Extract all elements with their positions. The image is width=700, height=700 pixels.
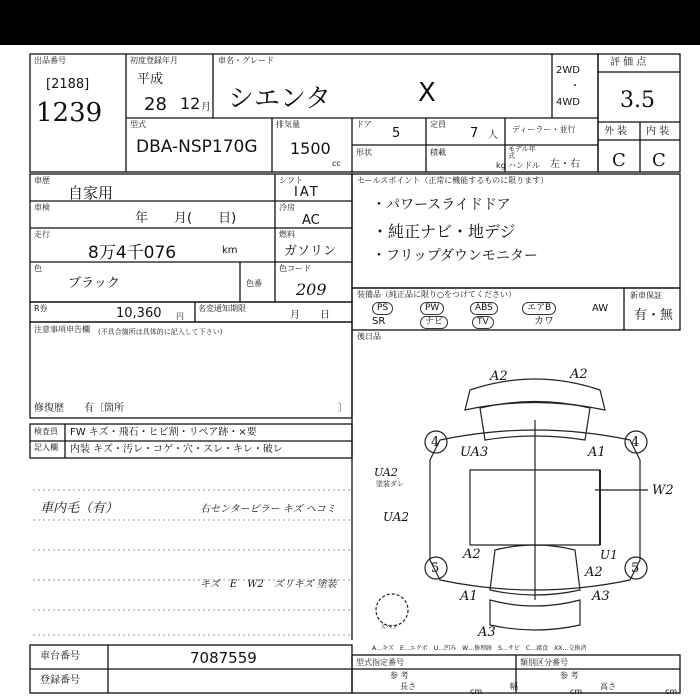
mark-a3-2: A3 bbox=[478, 625, 496, 640]
exterior-grade: C bbox=[612, 150, 626, 171]
new-warranty-label: 新車保証 bbox=[630, 291, 662, 300]
usage-label: 車歴 bbox=[34, 176, 50, 185]
equip-sr: SR bbox=[372, 316, 386, 327]
mark-5-left: 5 bbox=[431, 561, 440, 576]
hand-line2: 右センターピラー キズ ヘコミ bbox=[200, 504, 336, 515]
inspection-value: 年 月( 日) bbox=[135, 211, 237, 226]
length-unit: cm bbox=[470, 687, 483, 696]
score-label: 評 価 点 bbox=[610, 57, 647, 68]
interior-grade: C bbox=[652, 150, 666, 171]
ref-label-2: 参 考 bbox=[560, 671, 579, 680]
drive-dot: ・ bbox=[570, 81, 580, 92]
dealer-label: ディーラー・並行 bbox=[512, 125, 576, 134]
equip-airbag: エアB bbox=[522, 302, 556, 315]
type-designation-label: 型式指定番号 bbox=[356, 658, 404, 667]
mark-a2-2: A2 bbox=[570, 367, 588, 382]
equip-abs: ABS bbox=[470, 302, 498, 315]
model-year-label: モデル年式 bbox=[508, 145, 536, 160]
month-unit: 月 bbox=[201, 102, 211, 113]
drive-4wd: 4WD bbox=[556, 97, 580, 108]
sales-item-3: ・フリップダウンモニター bbox=[372, 248, 538, 264]
load-unit: kg bbox=[496, 161, 506, 170]
recycle-label: R券 bbox=[34, 304, 48, 313]
lot-number: 1239 bbox=[36, 98, 103, 128]
mark-a1-2: A1 bbox=[460, 589, 478, 604]
inspector-label-1: 検査員 bbox=[34, 427, 58, 436]
mark-w2: W2 bbox=[652, 483, 674, 498]
shape-label: 形状 bbox=[356, 148, 372, 157]
sub-note: 塗装ダレ bbox=[376, 480, 404, 488]
color-code-label: 色コード bbox=[279, 264, 311, 273]
mileage-unit: km bbox=[222, 245, 238, 256]
mark-ua2-1: UA2 bbox=[374, 466, 398, 479]
new-warranty-value: 有・無 bbox=[634, 308, 674, 323]
type-value: DBA-NSP170G bbox=[136, 137, 258, 157]
mark-a2-1: A2 bbox=[490, 369, 508, 384]
recycle-value: 10,360 bbox=[116, 306, 162, 321]
ac-label: 冷房 bbox=[279, 203, 295, 212]
recycle-unit: 円 bbox=[176, 312, 184, 321]
shift-label: シフト bbox=[279, 176, 303, 185]
lot-sub: [2188] bbox=[46, 77, 90, 92]
height-label: 高さ bbox=[600, 682, 616, 691]
exterior-label: 外 装 bbox=[604, 126, 628, 137]
handle-label: ハンドル bbox=[508, 161, 540, 170]
equip-leather: カワ bbox=[534, 316, 554, 327]
lot-label: 出品番号 bbox=[34, 56, 66, 65]
mark-5-right: 5 bbox=[631, 561, 640, 576]
fuel-label: 燃料 bbox=[279, 230, 295, 239]
chassis-label: 車台番号 bbox=[40, 651, 80, 662]
inspection-label: 車検 bbox=[34, 203, 50, 212]
usage-value: 自家用 bbox=[68, 184, 114, 202]
inspector-row2: 内装 キズ・汚レ・コゲ・穴・スレ・キレ・破レ bbox=[70, 444, 283, 455]
ref-label-1: 参 考 bbox=[390, 671, 409, 680]
mark-u1: U1 bbox=[600, 548, 618, 562]
sales-item-1: ・パワースライドドア bbox=[372, 197, 511, 213]
damage-legend: A…キズ E…エクボ U…凹み W…修理跡 S…サビ C…腐食 XX…交換済 bbox=[372, 645, 587, 652]
spare-label: スペア bbox=[380, 624, 399, 631]
class-number-label: 類別区分番号 bbox=[520, 658, 568, 667]
score-value: 3.5 bbox=[620, 88, 655, 113]
seat-unit: 人 bbox=[488, 130, 498, 141]
mark-4-left: 4 bbox=[431, 435, 440, 450]
equip-ps: PS bbox=[372, 302, 393, 315]
mark-ua3: UA3 bbox=[460, 445, 489, 460]
color-value: ブラック bbox=[68, 276, 120, 291]
chassis-value: 7087559 bbox=[190, 649, 257, 667]
equip-navi: ナビ bbox=[420, 316, 448, 329]
after-label: 後日品 bbox=[357, 332, 381, 341]
mark-a2-4: A2 bbox=[585, 565, 603, 580]
seat-value: 7 bbox=[470, 126, 479, 141]
disp-value: 1500 bbox=[290, 139, 331, 158]
inspector-label-2: 記入欄 bbox=[34, 443, 58, 452]
sales-item-2: ・純正ナビ・地デジ bbox=[372, 222, 516, 241]
length-label: 長さ bbox=[400, 682, 416, 691]
door-value: 5 bbox=[392, 126, 401, 141]
equip-pw: PW bbox=[420, 302, 444, 315]
mark-4-right: 4 bbox=[631, 435, 640, 450]
equip-aw: AW bbox=[592, 303, 609, 314]
disp-label: 排気量 bbox=[276, 120, 300, 129]
sales-label: セールスポイント（正常に機能するものに限ります） bbox=[357, 176, 549, 185]
repair-close: 〕 bbox=[338, 403, 348, 414]
width-label: 幅 bbox=[510, 682, 518, 691]
repair-value: 有〔箇所 bbox=[84, 403, 124, 414]
handle-value: 左・右 bbox=[550, 159, 580, 170]
hand-line3: キズ E W2 ズリキズ 塗装 bbox=[200, 579, 337, 590]
hand-line1: 車内毛（有） bbox=[40, 501, 119, 516]
color-no-label: 色番 bbox=[246, 279, 262, 288]
grade: X bbox=[418, 78, 436, 108]
car-name: シエンタ bbox=[228, 84, 331, 114]
notice-value: 月 日 bbox=[290, 310, 330, 321]
disp-unit: cc bbox=[332, 159, 341, 168]
color-code-value: 209 bbox=[296, 280, 327, 299]
declare-sub: (不具合箇所は具体的に記入して下さい) bbox=[98, 328, 223, 336]
mark-ua2-2: UA2 bbox=[383, 510, 410, 524]
drive-2wd: 2WD bbox=[556, 65, 580, 76]
inspector-row1: FW キズ・飛石・ヒビ割・リペア跡・×要 bbox=[70, 427, 257, 438]
reg-month: 12 bbox=[180, 94, 201, 113]
load-label: 積載 bbox=[430, 148, 446, 157]
width-unit: cm bbox=[570, 687, 583, 696]
fuel-value: ガソリン bbox=[284, 244, 337, 259]
type-label: 型式 bbox=[130, 120, 146, 129]
ac-value: AC bbox=[302, 213, 320, 228]
height-unit: cm bbox=[665, 687, 678, 696]
seat-label: 定員 bbox=[430, 120, 446, 129]
registration-label: 登録番号 bbox=[40, 675, 80, 686]
model-label: 車名・グレード bbox=[218, 56, 274, 65]
shift-value: IAT bbox=[294, 185, 320, 200]
repair-label: 修復歴 bbox=[34, 403, 64, 414]
mark-a3-1: A3 bbox=[592, 589, 610, 604]
mileage-label: 走行 bbox=[34, 230, 50, 239]
declare-label: 注意事項申告欄 bbox=[34, 325, 90, 334]
equip-tv: TV bbox=[472, 316, 494, 329]
era: 平成 bbox=[137, 72, 164, 87]
mark-a2-3: A2 bbox=[463, 547, 481, 562]
mileage-value: 8万4千076 bbox=[88, 243, 177, 263]
notice-label: 名変通知期限 bbox=[198, 304, 246, 313]
color-label: 色 bbox=[34, 264, 42, 273]
reg-year: 28 bbox=[144, 94, 167, 115]
first-reg-label: 初度登録年月 bbox=[130, 56, 178, 65]
equipment-label: 装備品（純正品に限り○をつけてください） bbox=[357, 290, 516, 299]
interior-label: 内 装 bbox=[646, 126, 670, 137]
mark-a1-1: A1 bbox=[588, 445, 606, 460]
door-label: ドア bbox=[356, 120, 372, 129]
